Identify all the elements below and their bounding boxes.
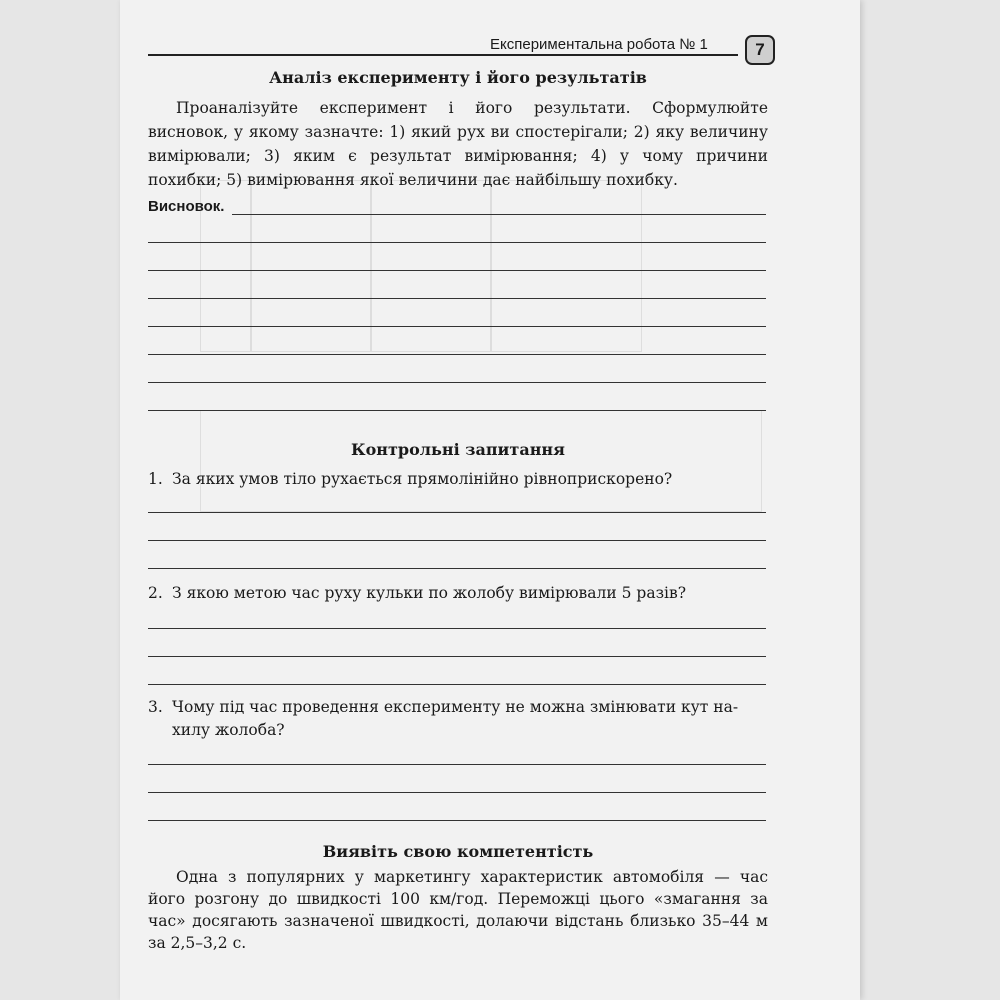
competence-heading: Виявіть свою компетентість [322,842,594,861]
question-text-continued: хилу жолоба? [172,721,285,739]
question-3 [148,696,768,742]
conclusion-label: Висновок. [148,198,225,215]
question-text: Чому під час проведення експерименту не можна змінювати кут на- [172,698,739,716]
question-1 [148,468,768,491]
answer-line[interactable] [148,512,766,513]
conclusion-answer-line[interactable] [148,242,766,243]
question-number: 3. [148,698,163,716]
header-rule [148,54,738,56]
answer-line[interactable] [148,540,766,541]
control-questions-heading: Контрольні запитання [351,440,565,459]
competence-text: Одна з популярних у маркетингу характеристик автомобіля — час його розгону до швидкості 100 км/год. Переможці цього «змагання за час» досягають зазначеної швидкості, долаючи відстань близько 35–44 м за 2,5–3,2 с. [148,868,768,952]
answer-line[interactable] [148,656,766,657]
answer-line[interactable] [148,684,766,685]
analysis-heading: Аналіз експерименту і його результатів [269,68,647,87]
running-header-title: Експериментальна робота № 1 [490,36,708,53]
analysis-text: Проаналізуйте експеримент і його результати. Сформулюйте висновок, у якому зазначте: 1) який рух ви спостерігали; 2) яку величину вимірювали; 3) яким є результат вимірювання; 4) у чому причини похибки; 5) вимірювання якої величини дає найбільшу похибку. [148,99,768,189]
answer-line[interactable] [148,568,766,569]
answer-line[interactable] [148,820,766,821]
page-number-badge: 7 [745,35,775,65]
conclusion-answer-line[interactable] [148,326,766,327]
analysis-instructions [148,96,768,192]
question-number: 2. [148,584,163,602]
answer-line[interactable] [148,628,766,629]
question-text: З якою метою час руху кульки по жолобу вимірювали 5 разів? [172,584,687,602]
conclusion-answer-line[interactable] [148,354,766,355]
question-2 [148,582,768,605]
conclusion-answer-line[interactable] [148,270,766,271]
conclusion-answer-line[interactable] [232,214,766,215]
conclusion-answer-line[interactable] [148,382,766,383]
answer-line[interactable] [148,764,766,765]
conclusion-answer-line[interactable] [148,298,766,299]
answer-line[interactable] [148,792,766,793]
competence-paragraph [148,866,768,954]
conclusion-answer-line[interactable] [148,410,766,411]
question-number: 1. [148,470,163,488]
question-text: За яких умов тіло рухається прямолінійно рівноприскорено? [172,470,673,488]
